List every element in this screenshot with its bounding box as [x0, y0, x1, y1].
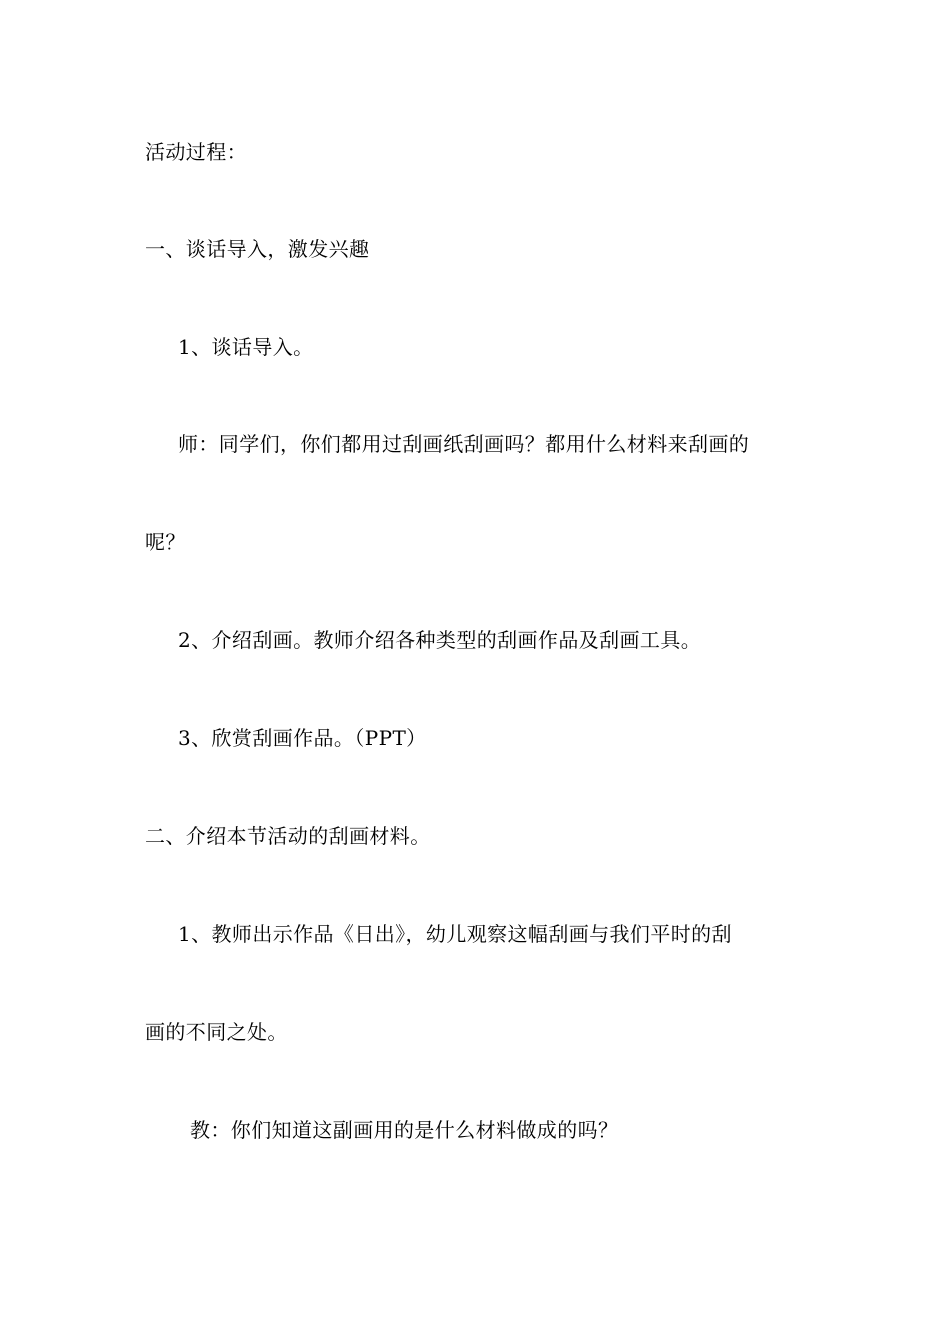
paragraph-2-1-continued: 画的不同之处。 — [145, 1020, 288, 1044]
paragraph-1-2: 2、介绍刮画。教师介绍各种类型的刮画作品及刮画工具。 — [178, 628, 702, 652]
paragraph-1-1: 1、谈话导入。 — [178, 335, 314, 359]
section-heading-2: 二、介绍本节活动的刮画材料。 — [145, 824, 431, 848]
section-heading-activity-process: 活动过程： — [145, 140, 247, 164]
paragraph-2-1: 1、教师出示作品《日出》，幼儿观察这幅刮画与我们平时的刮 — [178, 922, 732, 946]
paragraph-teacher-question-continued: 呢？ — [145, 530, 186, 554]
paragraph-teacher-ask: 教：你们知道这副画用的是什么材料做成的吗？ — [190, 1118, 619, 1142]
section-heading-1: 一、谈话导入，激发兴趣 — [145, 237, 370, 261]
paragraph-1-3: 3、欣赏刮画作品。（PPT） — [178, 726, 427, 750]
paragraph-teacher-question: 师：同学们，你们都用过刮画纸刮画吗？都用什么材料来刮画的 — [178, 432, 750, 456]
